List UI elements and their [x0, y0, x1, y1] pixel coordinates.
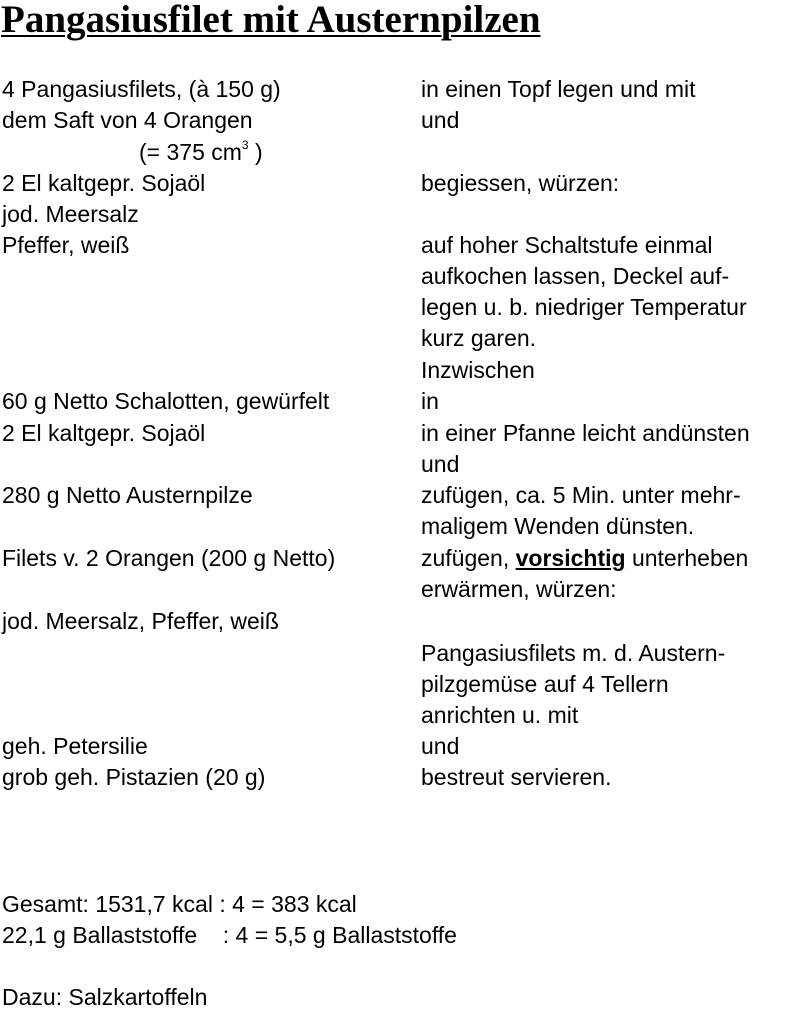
step-turn-steam: maligem Wenden dünsten. — [421, 513, 695, 539]
nutrition-fiber: 22,1 g Ballaststoffe : 4 = 5,5 g Ballaststoffe — [2, 922, 457, 948]
recipe-title: Pangasiusfilet mit Austernpilzen — [1, 0, 541, 41]
ingredient-parsley: geh. Petersilie — [2, 733, 148, 759]
step-briefly-cook: kurz garen. — [421, 325, 537, 351]
ingredient-oyster-mushrooms: 280 g Netto Austernpilze — [2, 482, 253, 508]
ingredient-pangasius: 4 Pangasiusfilets, (à 150 g) — [2, 76, 281, 102]
ingredient-sea-salt: jod. Meersalz — [2, 201, 139, 227]
step-in: in — [421, 388, 439, 414]
step-warm-season: erwärmen, würzen: — [421, 576, 617, 602]
step-high-heat: auf hoher Schaltstufe einmal — [421, 232, 713, 258]
ingredient-shallots: 60 g Netto Schalotten, gewürfelt — [2, 388, 330, 414]
step-put-in-pot: in einen Topf legen und mit — [421, 76, 696, 102]
ingredient-salt-pepper: jod. Meersalz, Pfeffer, weiß — [2, 608, 279, 634]
fold-in-post: unterheben — [625, 545, 749, 571]
step-meanwhile: Inzwischen — [421, 357, 535, 383]
step-fold-in — [421, 543, 748, 574]
ingredient-soy-oil-1: 2 El kaltgepr. Sojaöl — [2, 170, 206, 196]
juice-volume-text: (= 375 cm — [139, 139, 242, 165]
step-saute-pan: in einer Pfanne leicht andünsten — [421, 420, 750, 446]
step-and-3: und — [421, 733, 460, 759]
ingredient-pistachios: grob geh. Pistazien (20 g) — [2, 764, 266, 790]
step-plate-2: pilzgemüse auf 4 Tellern — [421, 671, 669, 697]
fold-in-pre: zufügen, — [421, 545, 516, 571]
step-add-mushrooms: zufügen, ca. 5 Min. unter mehr- — [421, 482, 741, 508]
ingredient-orange-juice: dem Saft von 4 Orangen — [2, 107, 253, 133]
step-and-1: und — [421, 107, 460, 133]
juice-volume-close: ) — [248, 139, 263, 165]
ingredient-white-pepper: Pfeffer, weiß — [2, 232, 130, 258]
side-dish: Dazu: Salzkartoffeln — [2, 984, 208, 1010]
step-and-2: und — [421, 451, 460, 477]
step-pour-season: begiessen, würzen: — [421, 170, 620, 196]
carefully-emphasis: vorsichtig — [515, 545, 626, 571]
step-low-temp: legen u. b. niedriger Temperatur — [421, 294, 747, 320]
ingredient-soy-oil-2: 2 El kaltgepr. Sojaöl — [2, 420, 206, 446]
nutrition-total: Gesamt: 1531,7 kcal : 4 = 383 kcal — [2, 891, 357, 917]
step-arrange: anrichten u. mit — [421, 702, 579, 728]
step-plate-1: Pangasiusfilets m. d. Austern- — [421, 640, 726, 666]
step-serve: bestreut servieren. — [421, 764, 612, 790]
step-boil-lid: aufkochen lassen, Deckel auf- — [421, 263, 730, 289]
ingredient-juice-volume — [139, 137, 263, 168]
ingredient-orange-fillets: Filets v. 2 Orangen (200 g Netto) — [2, 545, 336, 571]
cubic-superscript: 3 — [241, 138, 249, 152]
